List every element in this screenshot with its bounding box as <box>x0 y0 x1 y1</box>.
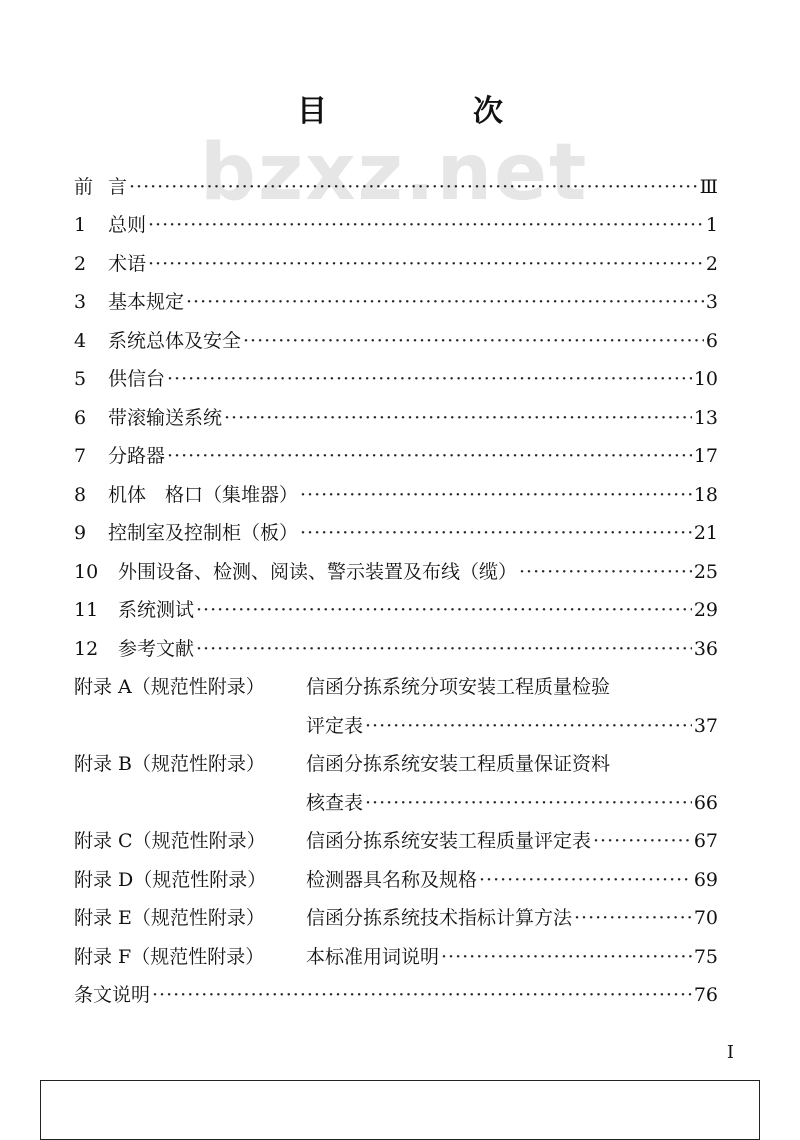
appendix-label: 信函分拣系统安装工程质量保证资料 <box>306 753 611 775</box>
toc-entry-number: 4 <box>74 330 87 352</box>
toc-entry-page: 67 <box>693 830 718 852</box>
toc-entry-label: 控制室及控制柜（板） <box>108 522 299 544</box>
watermark: bzxz.net <box>200 128 589 218</box>
leader-dots <box>574 903 692 933</box>
leader-dots <box>300 518 692 548</box>
toc-entry[interactable] <box>74 441 718 471</box>
toc-appendix-d[interactable] <box>74 865 718 895</box>
appendix-label-continued: 核查表 <box>306 792 364 814</box>
toc-entry-number: 9 <box>74 522 87 544</box>
toc-entry-page: 25 <box>693 561 718 583</box>
toc-entry-label: 系统测试 <box>118 599 195 621</box>
toc-entry[interactable] <box>74 249 718 279</box>
toc-appendix-a-continued[interactable] <box>74 711 718 741</box>
toc-entry-page: 69 <box>693 869 718 891</box>
toc-entry[interactable] <box>74 326 718 356</box>
appendix-label: 检测器具名称及规格 <box>306 869 478 891</box>
toc-entry-number: 11 <box>74 599 99 621</box>
toc-entry-label: 基本规定 <box>108 291 185 313</box>
leader-dots <box>224 403 692 433</box>
toc-entry-page: 10 <box>693 368 718 390</box>
leader-dots <box>148 210 704 240</box>
toc-entry[interactable] <box>74 403 718 433</box>
toc-entry-label: 系统总体及安全 <box>108 330 242 352</box>
leader-dots <box>300 480 692 510</box>
toc-appendix-b-continued[interactable] <box>74 788 718 818</box>
toc-entry-label: 带滚输送系统 <box>108 407 223 429</box>
page-folio: I <box>726 1042 734 1063</box>
toc-entry-label: 参考文献 <box>118 638 195 660</box>
leader-dots <box>167 364 692 394</box>
toc-entry-page: 29 <box>693 599 718 621</box>
toc-entry[interactable] <box>74 595 718 625</box>
appendix-label-continued: 评定表 <box>306 715 364 737</box>
leader-dots <box>129 172 698 202</box>
toc-entry-page: 17 <box>693 445 718 467</box>
appendix-label: 本标准用词说明 <box>306 946 440 968</box>
toc-entry-number: 前 <box>74 176 94 198</box>
toc-appendix-e[interactable] <box>74 903 718 933</box>
toc-appendix-f[interactable] <box>74 942 718 972</box>
appendix-prefix: 附录 B（规范性附录） <box>74 753 266 775</box>
appendix-prefix: 附录 A（规范性附录） <box>74 676 265 698</box>
toc-entry-page: 18 <box>693 484 718 506</box>
toc-appendix-b[interactable] <box>74 749 718 779</box>
appendix-label: 信函分拣系统分项安装工程质量检验 <box>306 676 611 698</box>
toc-entry-page: 36 <box>693 638 718 660</box>
toc-entry-page: 70 <box>693 907 718 929</box>
toc-entry-page: 76 <box>693 984 718 1006</box>
toc-entry[interactable] <box>74 364 718 394</box>
toc-entry-number: 8 <box>74 484 87 506</box>
toc-entry-label: 分路器 <box>108 445 166 467</box>
toc-entry-page: 1 <box>705 214 718 236</box>
toc-entry-page: 13 <box>693 407 718 429</box>
toc-entry-page: Ⅲ <box>699 176 718 198</box>
toc-entry[interactable] <box>74 634 718 664</box>
leader-dots <box>167 441 692 471</box>
toc-entry-number: 12 <box>74 638 99 660</box>
toc-entry-number: 5 <box>74 368 87 390</box>
toc-entry-number: 1 <box>74 214 87 236</box>
toc-entry-number: 6 <box>74 407 87 429</box>
toc-entry-label: 供信台 <box>108 368 166 390</box>
toc-entry-number: 10 <box>74 561 99 583</box>
leader-dots <box>196 634 692 664</box>
toc-appendix-a[interactable] <box>74 672 718 702</box>
leader-dots <box>593 826 692 856</box>
toc-notes[interactable] <box>74 980 718 1010</box>
toc-entry-page: 2 <box>705 253 718 275</box>
toc-entry-foreword[interactable] <box>74 172 718 202</box>
appendix-prefix: 附录 E（规范性附录） <box>74 907 265 929</box>
appendix-label: 信函分拣系统安装工程质量评定表 <box>306 830 592 852</box>
leader-dots <box>152 980 692 1010</box>
toc-entry-number: 7 <box>74 445 87 467</box>
toc-entry-number: 3 <box>74 291 87 313</box>
leader-dots <box>441 942 692 972</box>
toc-entry[interactable] <box>74 480 718 510</box>
toc-appendix-c[interactable] <box>74 826 718 856</box>
toc-entry-label: 言 <box>108 176 128 198</box>
toc-entry-page: 37 <box>693 715 718 737</box>
toc-entry[interactable] <box>74 210 718 240</box>
appendix-label: 信函分拣系统技术指标计算方法 <box>306 907 573 929</box>
toc-entry-label: 条文说明 <box>74 984 151 1006</box>
leader-dots <box>479 865 692 895</box>
toc-entry-number: 2 <box>74 253 87 275</box>
toc-entry[interactable] <box>74 518 718 548</box>
toc-entry-label: 总则 <box>108 214 147 236</box>
leader-dots <box>196 595 692 625</box>
leader-dots <box>148 249 704 279</box>
toc-entry-page: 3 <box>705 291 718 313</box>
appendix-prefix: 附录 D（规范性附录） <box>74 869 267 891</box>
toc-entry[interactable] <box>74 557 718 587</box>
appendix-prefix: 附录 F（规范性附录） <box>74 946 265 968</box>
leader-dots <box>243 326 704 356</box>
leader-dots <box>519 557 692 587</box>
toc-entry-page: 6 <box>705 330 718 352</box>
toc-entry[interactable] <box>74 287 718 317</box>
bottom-frame-border <box>40 1080 760 1140</box>
toc-entry-label: 机体 格口（集堆器） <box>108 484 299 506</box>
appendix-prefix: 附录 C（规范性附录） <box>74 830 266 852</box>
toc-entry-page: 75 <box>693 946 718 968</box>
toc-entry-label: 外围设备、检测、阅读、警示装置及布线（缆） <box>118 561 518 583</box>
toc-entry-page: 66 <box>693 792 718 814</box>
toc-entry-label: 术语 <box>108 253 147 275</box>
leader-dots <box>186 287 704 317</box>
leader-dots <box>365 788 692 818</box>
toc-entry-page: 21 <box>693 522 718 544</box>
leader-dots <box>365 711 692 741</box>
page-title: 目 次 <box>297 94 561 129</box>
